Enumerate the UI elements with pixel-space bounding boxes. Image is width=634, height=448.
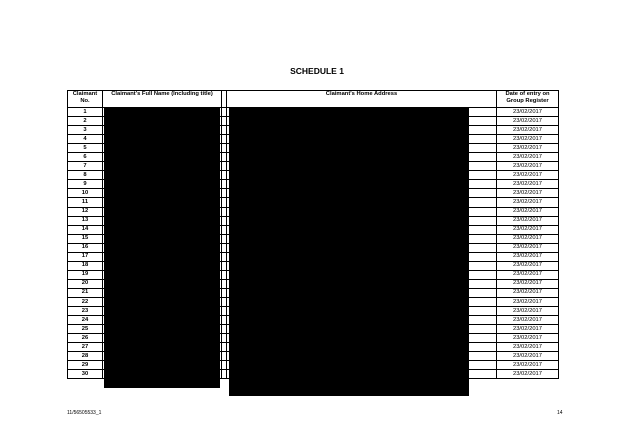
- entry-date-cell: 23/02/2017: [497, 307, 559, 316]
- claimant-number-cell: 1: [68, 108, 103, 117]
- claimant-number-cell: 29: [68, 361, 103, 370]
- claimant-number-cell: 10: [68, 189, 103, 198]
- entry-date-cell: 23/02/2017: [497, 343, 559, 352]
- entry-date-cell: 23/02/2017: [497, 252, 559, 261]
- claimant-number-cell: 8: [68, 171, 103, 180]
- claimant-number-cell: 30: [68, 370, 103, 379]
- claimant-number-cell: 25: [68, 325, 103, 334]
- claimant-number-cell: 12: [68, 207, 103, 216]
- entry-date-cell: 23/02/2017: [497, 117, 559, 126]
- claimant-number-cell: 13: [68, 216, 103, 225]
- entry-date-cell: 23/02/2017: [497, 234, 559, 243]
- claimant-number-cell: 22: [68, 297, 103, 306]
- header-date-of-entry: Date of entry on Group Register: [497, 91, 559, 108]
- claimant-number-cell: 15: [68, 234, 103, 243]
- claimant-number-cell: 28: [68, 352, 103, 361]
- claimant-number-cell: 21: [68, 288, 103, 297]
- entry-date-cell: 23/02/2017: [497, 126, 559, 135]
- entry-date-cell: 23/02/2017: [497, 279, 559, 288]
- claimant-number-cell: 3: [68, 126, 103, 135]
- claimant-number-cell: 20: [68, 279, 103, 288]
- claimant-number-cell: 9: [68, 180, 103, 189]
- claimant-number-cell: 17: [68, 252, 103, 261]
- header-claimant-no: Claimant No.: [68, 91, 103, 108]
- entry-date-cell: 23/02/2017: [497, 325, 559, 334]
- header-home-address: Claimant's Home Address: [227, 91, 497, 108]
- entry-date-cell: 23/02/2017: [497, 198, 559, 207]
- entry-date-cell: 23/02/2017: [497, 316, 559, 325]
- redaction-block-address: [229, 108, 469, 396]
- claimant-number-cell: 6: [68, 153, 103, 162]
- entry-date-cell: 23/02/2017: [497, 180, 559, 189]
- redaction-block-name: [104, 108, 220, 388]
- footer-page-number: 14: [557, 410, 563, 416]
- claimant-number-cell: 2: [68, 117, 103, 126]
- entry-date-cell: 23/02/2017: [497, 361, 559, 370]
- entry-date-cell: 23/02/2017: [497, 297, 559, 306]
- entry-date-cell: 23/02/2017: [497, 144, 559, 153]
- header-full-name: Claimant's Full Name (Including title): [103, 91, 222, 108]
- entry-date-cell: 23/02/2017: [497, 225, 559, 234]
- claimant-number-cell: 27: [68, 343, 103, 352]
- entry-date-cell: 23/02/2017: [497, 189, 559, 198]
- claimant-number-cell: 5: [68, 144, 103, 153]
- footer-reference: 11/56505533_1: [67, 410, 102, 416]
- claimant-number-cell: 24: [68, 316, 103, 325]
- entry-date-cell: 23/02/2017: [497, 162, 559, 171]
- claimant-number-cell: 18: [68, 261, 103, 270]
- entry-date-cell: 23/02/2017: [497, 108, 559, 117]
- table-header-row: [68, 91, 559, 108]
- claimant-number-cell: 4: [68, 135, 103, 144]
- entry-date-cell: 23/02/2017: [497, 153, 559, 162]
- entry-date-cell: 23/02/2017: [497, 352, 559, 361]
- entry-date-cell: 23/02/2017: [497, 261, 559, 270]
- document-title: SCHEDULE 1: [290, 66, 344, 76]
- claimant-number-cell: 19: [68, 270, 103, 279]
- claimant-number-cell: 11: [68, 198, 103, 207]
- entry-date-cell: 23/02/2017: [497, 171, 559, 180]
- entry-date-cell: 23/02/2017: [497, 334, 559, 343]
- entry-date-cell: 23/02/2017: [497, 243, 559, 252]
- entry-date-cell: 23/02/2017: [497, 270, 559, 279]
- entry-date-cell: 23/02/2017: [497, 288, 559, 297]
- claimant-number-cell: 23: [68, 307, 103, 316]
- entry-date-cell: 23/02/2017: [497, 216, 559, 225]
- claimant-number-cell: 26: [68, 334, 103, 343]
- entry-date-cell: 23/02/2017: [497, 207, 559, 216]
- claimant-number-cell: 7: [68, 162, 103, 171]
- entry-date-cell: 23/02/2017: [497, 135, 559, 144]
- entry-date-cell: 23/02/2017: [497, 370, 559, 379]
- claimant-number-cell: 16: [68, 243, 103, 252]
- claimant-number-cell: 14: [68, 225, 103, 234]
